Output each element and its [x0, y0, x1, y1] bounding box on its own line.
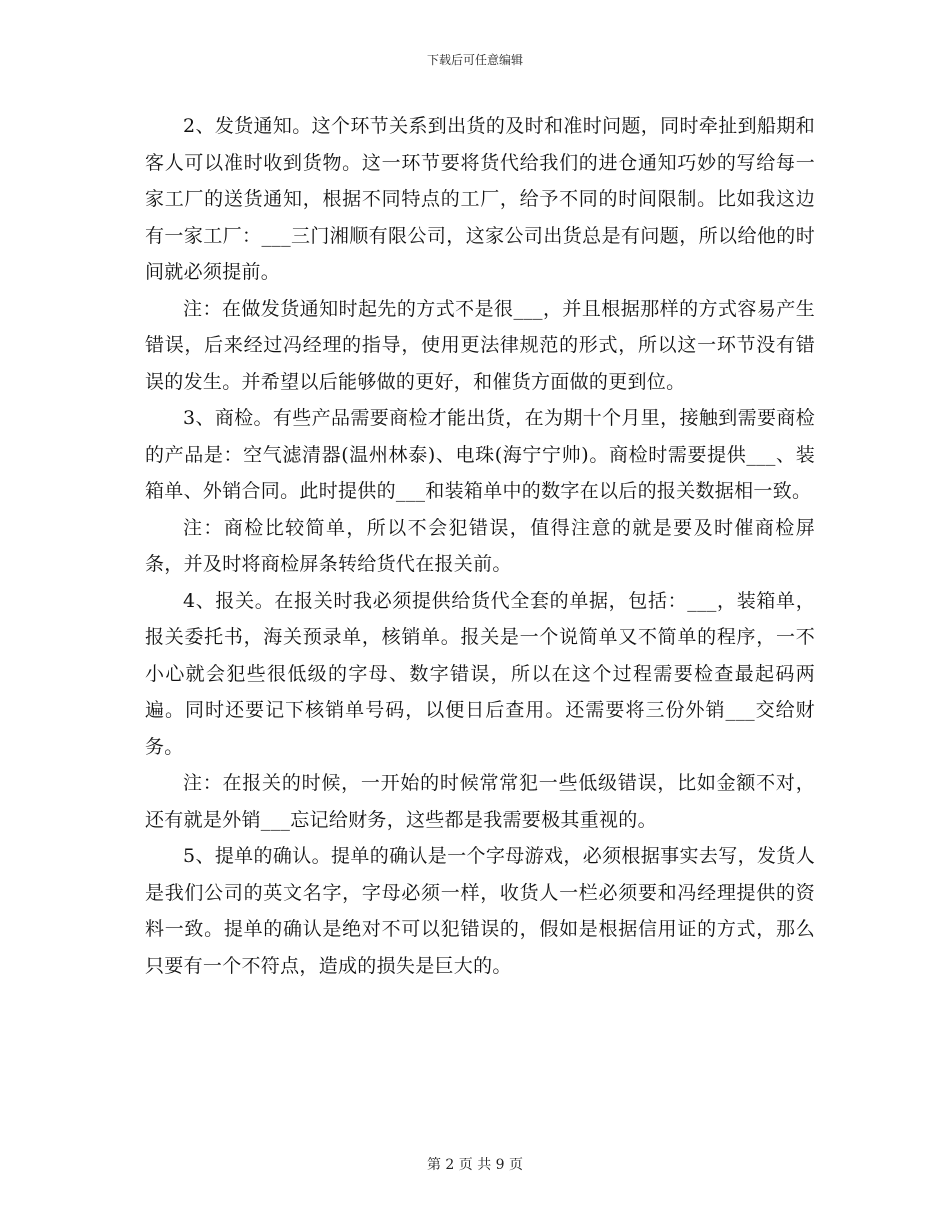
paragraph-commodity-inspection: 3、商检。有些产品需要商检才能出货，在为期十个月里，接触到需要商检的产品是：空气滤清器(温州林泰)、电珠(海宁宁帅)。商检时需要提供___、装箱单、外销合同。此时提供的___和装箱单中的数字在以后的报关数据相一致。: [145, 407, 815, 502]
paragraph-bill-of-lading: 5、提单的确认。提单的确认是一个字母游戏，必须根据事实去写，发货人是我们公司的英文名字，字母必须一样，收货人一栏必须要和冯经理提供的资料一致。提单的确认是绝对不可以犯错误的，假如是根据信用证的方式，那么只要有一个不符点，造成的损失是巨大的。: [145, 845, 815, 977]
page-header: 下载后可任意编辑: [426, 53, 523, 67]
paragraph-shipping-notice-note: 注：在做发货通知时起先的方式不是很___，并且根据那样的方式容易产生错误，后来经过冯经理的指导，使用更法律规范的形式，所以这一环节没有错误的发生。并希望以后能够做的更好，和催货方面做的更到位。: [145, 297, 815, 393]
document-body: [145, 108, 815, 984]
paragraph-shipping-notice: 2、发货通知。这个环节关系到出货的及时和准时问题，同时牵扯到船期和客人可以准时收到货物。这一环节要将货代给我们的进仓通知巧妙的写给每一家工厂的送货通知，根据不同特点的工厂，给予不同的时间限制。比如我这边有一家工厂：___三门湘顺有限公司，这家公司出货总是有问题，所以给他的时间就必须提前。: [145, 115, 815, 283]
paragraph-customs-declaration-note: 注：在报关的时候，一开始的时候常常犯一些低级错误，比如金额不对，还有就是外销___忘记给财务，这些都是我需要极其重视的。: [145, 772, 815, 831]
page-footer: 第 2 页 共 9 页: [426, 1157, 524, 1173]
paragraph-customs-declaration: 4、报关。在报关时我必须提供给货代全套的单据，包括：___，装箱单，报关委托书，海关预录单，核销单。报关是一个说简单又不简单的程序，一不小心就会犯些很低级的字母、数字错误，所以在这个过程需要检查最起码两遍。同时还要记下核销单号码，以便日后查用。还需要将三份外销___交给财务。: [145, 589, 815, 758]
paragraph-commodity-inspection-note: 注：商检比较简单，所以不会犯错误，值得注意的就是要及时催商检屏条，并及时将商检屏条转给货代在报关前。: [145, 516, 815, 575]
